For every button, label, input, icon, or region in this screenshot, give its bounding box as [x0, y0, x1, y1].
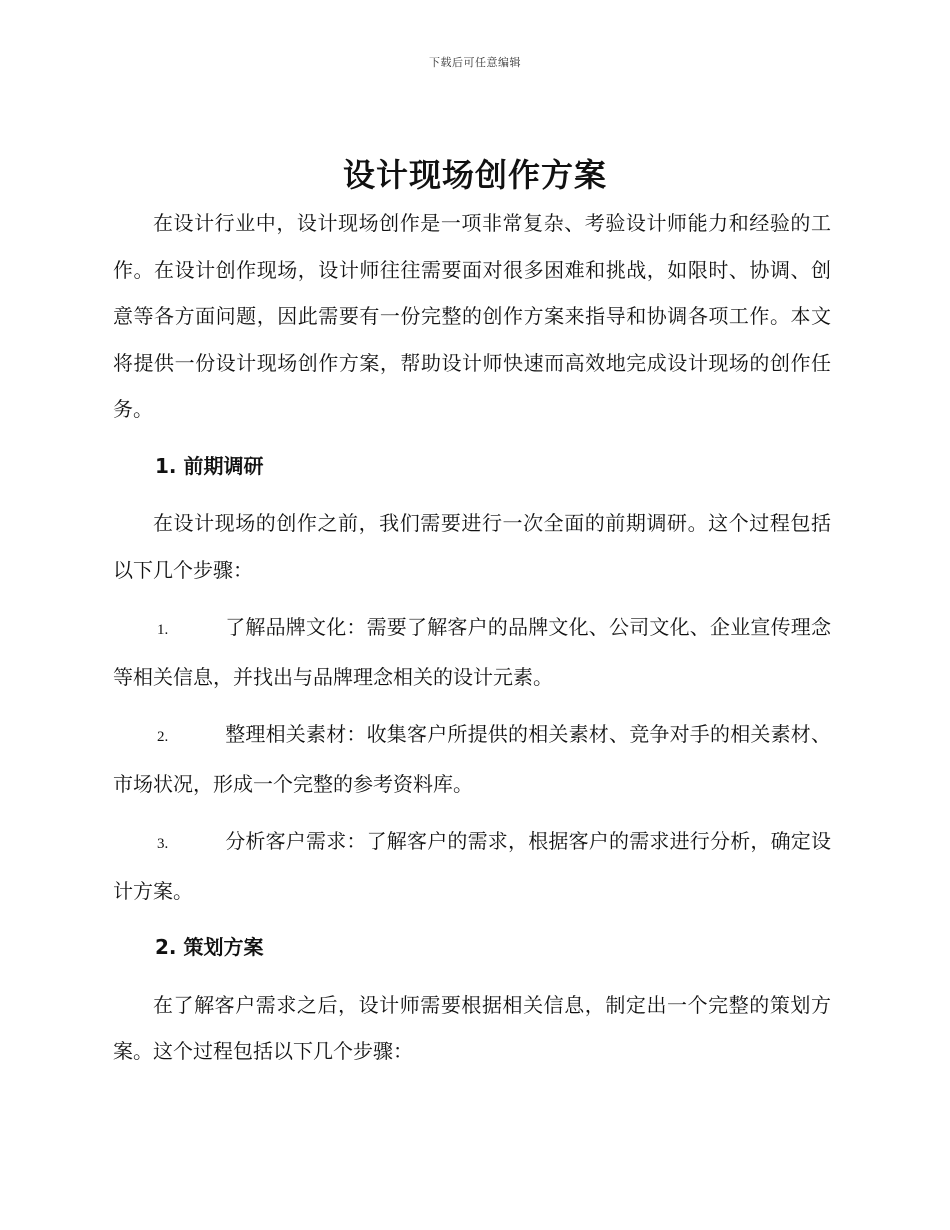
intro-paragraph: 在设计行业中，设计现场创作是一项非常复杂、考验设计师能力和经验的工作。在设计创作现场，设计师往往需要面对很多困难和挑战，如限时、协调、创意等各方面问题，因此需要有一份完整的创作方案来指导和协调各项工作。本文将提供一份设计现场创作方案，帮助设计师快速而高效地完成设计现场的创作任务。: [113, 211, 831, 421]
section-heading-research: 1. 前期调研: [155, 453, 264, 478]
header-note: 下载后可任意编辑: [429, 56, 521, 69]
document-title: 设计现场创作方案: [342, 156, 607, 194]
list-number: 3.: [157, 836, 169, 852]
planning-paragraph: 在了解客户需求之后，设计师需要根据相关信息，制定出一个完整的策划方案。这个过程包括以下几个步骤：: [113, 992, 831, 1063]
list-item: [113, 818, 831, 914]
list-number: 2.: [157, 729, 169, 745]
list-item: [113, 604, 831, 700]
list-item-text: 了解品牌文化：需要了解客户的品牌文化、公司文化、企业宣传理念等相关信息，并找出与品牌理念相关的设计元素。: [113, 615, 831, 689]
list-number: 1.: [157, 622, 169, 638]
section-heading-planning: 2. 策划方案: [155, 935, 264, 959]
list-item-text: 整理相关素材：收集客户所提供的相关素材、竞争对手的相关素材、市场状况，形成一个完整的参考资料库。: [113, 722, 831, 796]
list-item: [113, 711, 831, 807]
research-paragraph: 在设计现场的创作之前，我们需要进行一次全面的前期调研。这个过程包括以下几个步骤：: [113, 511, 831, 582]
document-body: [113, 200, 831, 1075]
list-item-text: 分析客户需求：了解客户的需求，根据客户的需求进行分析，确定设计方案。: [113, 829, 831, 903]
